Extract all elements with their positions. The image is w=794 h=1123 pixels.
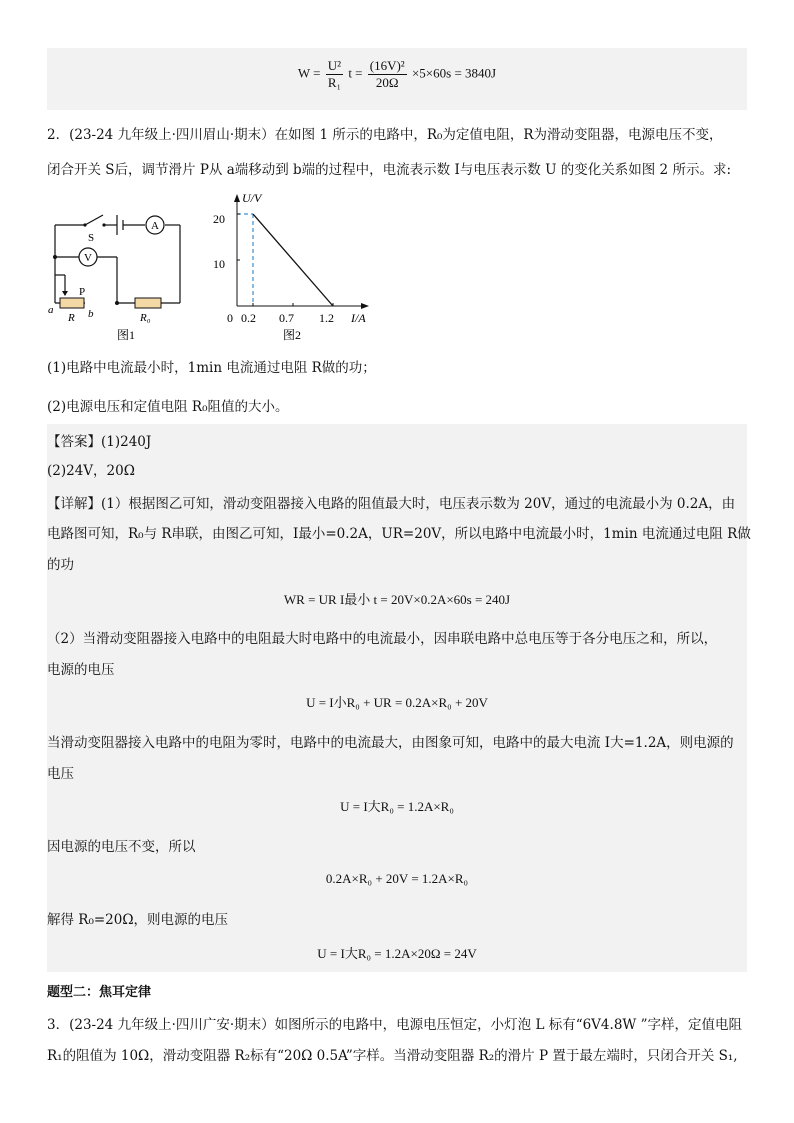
r0-label: R₀ [140, 312, 151, 324]
eq-lhs: W = [297, 65, 321, 81]
q3-line2: R₁的阻值为 10Ω，滑动变阻器 R₂标有“20Ω 0.5A”字样。当滑动变阻器 R₂的滑片 P 置于最左端时，只闭合开关 S₁, [47, 1048, 738, 1064]
detail-p2b: 电源的电压 [47, 662, 115, 678]
detail-p1b: 电路图可知，R₀与 R串联，由图乙可知，I最小=0.2A，UR=20V，所以电路中电流最小时，1min 电流通过电阻 R做 [47, 526, 751, 542]
figure1-caption: 图1 [117, 328, 136, 342]
answer-header: 【答案】(1)240J [47, 434, 152, 450]
ytick-10: 10 [213, 257, 225, 271]
end-a-label: a [48, 304, 54, 316]
q2-sub1: (1)电路中电流最小时，1min 电流通过电阻 R做的功； [47, 360, 376, 376]
q2-sub2: (2)电源电压和定值电阻 R₀阻值的大小。 [47, 399, 289, 415]
voltmeter-label: V [84, 252, 92, 264]
data-line [253, 214, 333, 306]
switch-label: S [88, 232, 95, 244]
detail-p1a: 【详解】(1）根据图乙可知，滑动变阻器接入电路的阻值最大时，电压表示数为 20V，通过的电流最小为 0.2A，由 [47, 496, 736, 512]
end-b-label: b [88, 308, 94, 320]
figure1-circuit [45, 195, 190, 345]
ytick-20: 20 [213, 212, 225, 226]
detail-eq5: U = I大R₀ = 1.2A×20Ω = 24V [317, 946, 477, 961]
eq-frac1: $\frac{\text{U²}}{\text{R₁}}$ [327, 58, 342, 90]
detail-eq2: U = I小R₀ + UR = 0.2A×R₀ + 20V [306, 695, 488, 710]
r-label: R [68, 312, 75, 324]
section-heading: 题型二：焦耳定律 [47, 985, 152, 1000]
slider-label: P [79, 286, 86, 298]
xtick-0.7: 0.7 [279, 311, 294, 325]
origin-label: 0 [227, 311, 233, 325]
figure2-graph [205, 188, 380, 346]
detail-p2a: （2）当滑动变阻器接入电路中的电阻最大时电路中的电流最小，因串联电路中总电压等于各分电压之和，所以， [47, 631, 718, 647]
eq-frac2: $\frac{\text{(16V)²}}{20\Omega}$ [369, 58, 405, 90]
top-equation: W = $\frac{\text{U²}}{\text{R₁}}$ t = $\frac{\text{(16V)²}}{20\Omega}$ ×5×60s = 3840J [297, 58, 497, 90]
detail-eq4: 0.2A×R₀ + 20V = 1.2A×R₀ [325, 871, 469, 886]
detail-p4: 因电源的电压不变，所以 [47, 839, 196, 855]
y-axis-label: U/V [242, 191, 262, 205]
detail-p1c: 的功 [47, 557, 74, 573]
xtick-1.2: 1.2 [319, 311, 334, 325]
detail-p5: 解得 R₀=20Ω，则电源的电压 [47, 912, 229, 928]
q2-line2: 闭合开关 S后，调节滑片 P从 a端移动到 b端的过程中，电流表示数 I与电压表示数 U 的变化关系如图 2 所示。求: [47, 162, 731, 178]
detail-eq1: WR = UR I最小 t = 20V×0.2A×60s = 240J [283, 592, 511, 607]
detail-p3b: 电压 [47, 766, 74, 782]
xtick-0.2: 0.2 [241, 311, 256, 325]
ammeter-label: A [151, 220, 159, 232]
q3-line1: 3．(23-24 九年级上·四川广安·期末）如图所示的电路中，电源电压恒定，小灯泡 L 标有“6V4.8W ”字样，定值电阻 [47, 1017, 742, 1033]
figure2-caption: 图2 [283, 328, 302, 342]
answer-line2: (2)24V，20Ω [47, 463, 135, 479]
q2-line1: 2．(23-24 九年级上·四川眉山·期末）在如图 1 所示的电路中，R₀为定值电阻，R为滑动变阻器，电源电压不变， [47, 127, 723, 143]
detail-p3a: 当滑动变阻器接入电路中的电阻为零时，电路中的电流最大，由图象可知，电路中的最大电流 I大=1.2A，则电源的 [47, 735, 734, 751]
detail-eq3: U = I大R₀ = 1.2A×R₀ [340, 799, 454, 814]
x-axis-label: I/A [351, 311, 366, 325]
